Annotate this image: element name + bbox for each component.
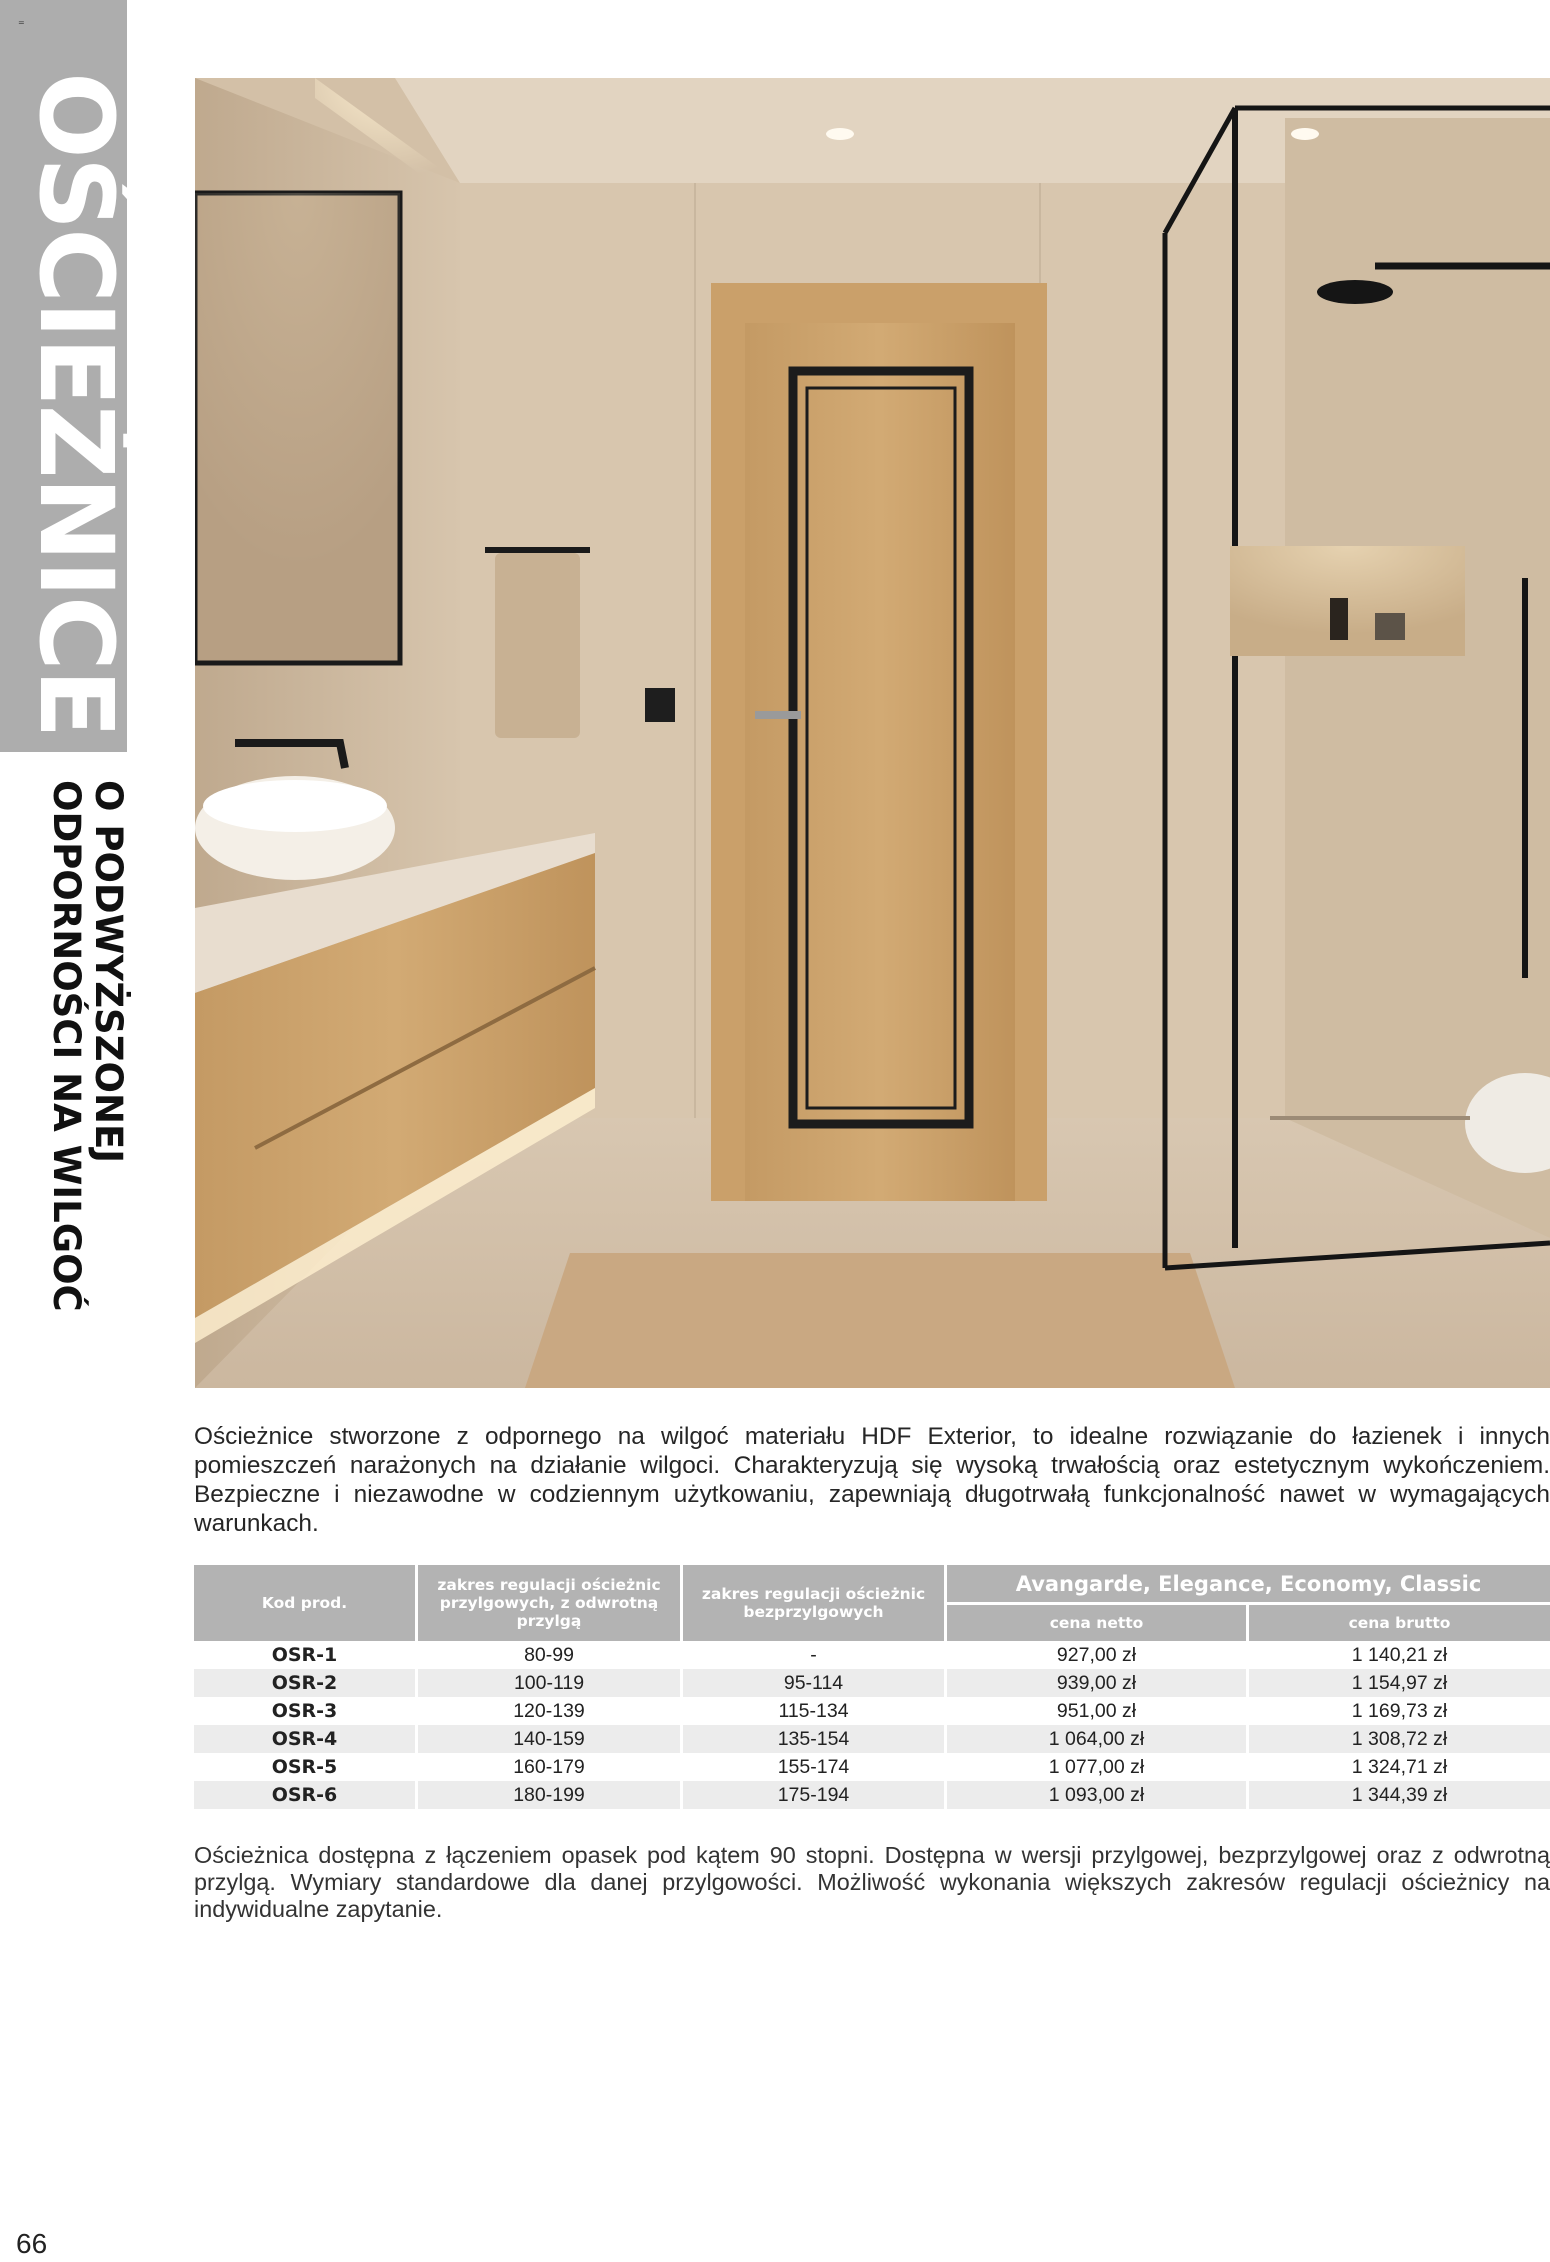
cell-code: OSR-3 <box>194 1697 418 1725</box>
cell-net-price: 1 093,00 zł <box>947 1781 1249 1809</box>
header-range-flush: zakres regulacji ościeżnic bezprzylgowych <box>683 1565 947 1641</box>
cell-gross-price: 1 308,72 zł <box>1249 1725 1550 1753</box>
cell-gross-price: 1 169,73 zł <box>1249 1697 1550 1725</box>
cell-range-rebated: 100-119 <box>418 1669 683 1697</box>
header-net-price: cena netto <box>947 1605 1249 1641</box>
cell-code: OSR-6 <box>194 1781 418 1809</box>
cell-range-flush: 115-134 <box>683 1697 947 1725</box>
section-subtitle-line1: O PODWYŻSZONEJ <box>87 780 130 1163</box>
availability-note: Ościeżnica dostępna z łączeniem opasek pod kątem 90 stopni. Dostępna w wersji przylgowej, bezprzylgowej oraz z odwrotną przylgą. Wymiary standardowe dla danej przylgowości. Możliwość wykonania większych zakresów regulacji ościeżnicy na indywidualne zapytanie. <box>194 1842 1550 1922</box>
table-row <box>194 1725 1550 1753</box>
page-number: 66 <box>16 2228 48 2259</box>
cell-range-rebated: 120-139 <box>418 1697 683 1725</box>
table-row <box>194 1641 1550 1669</box>
bathroom-illustration <box>195 78 1550 1388</box>
table-row <box>194 1697 1550 1725</box>
cell-gross-price: 1 140,21 zł <box>1249 1641 1550 1669</box>
intro-text: Ościeżnice stworzone z odpornego na wilgoć materiału HDF Exterior, to idealne rozwiązanie do łazienek i innych pomieszczeń narażonych na działanie wilgoci. Charakteryzują się wysoką trwałością oraz estetycznym wykończeniem. Bezpieczne i niezawodne w codziennym użytkowaniu, zapewniają długotrwałą funkcjonalność nawet w wymagających warunkach. <box>194 1423 1550 1537</box>
cell-range-rebated: 80-99 <box>418 1641 683 1669</box>
cell-net-price: 951,00 zł <box>947 1697 1249 1725</box>
header-gross-price: cena brutto <box>1249 1605 1550 1641</box>
cell-range-flush: 175-194 <box>683 1781 947 1809</box>
cell-range-flush: 135-154 <box>683 1725 947 1753</box>
cell-gross-price: 1 154,97 zł <box>1249 1669 1550 1697</box>
cell-net-price: 939,00 zł <box>947 1669 1249 1697</box>
cell-code: OSR-1 <box>194 1641 418 1669</box>
cell-net-price: 1 064,00 zł <box>947 1725 1249 1753</box>
table-row <box>194 1753 1550 1781</box>
header-series: Avangarde, Elegance, Economy, Classic <box>947 1565 1550 1605</box>
section-subtitle-line2: ODPORNOŚCI NA WILGOĆ <box>45 780 88 1312</box>
cell-range-rebated: 160-179 <box>418 1753 683 1781</box>
cell-gross-price: 1 324,71 zł <box>1249 1753 1550 1781</box>
cell-code: OSR-5 <box>194 1753 418 1781</box>
cell-range-rebated: 140-159 <box>418 1725 683 1753</box>
cell-net-price: 927,00 zł <box>947 1641 1249 1669</box>
cell-range-rebated: 180-199 <box>418 1781 683 1809</box>
bathroom-photo <box>195 78 1550 1388</box>
cell-code: OSR-4 <box>194 1725 418 1753</box>
price-table <box>194 1565 1550 1809</box>
cell-net-price: 1 077,00 zł <box>947 1753 1249 1781</box>
header-code: Kod prod. <box>194 1565 418 1641</box>
cell-gross-price: 1 344,39 zł <box>1249 1781 1550 1809</box>
cell-code: OSR-2 <box>194 1669 418 1697</box>
corner-mark: = <box>18 18 25 27</box>
table-row <box>194 1781 1550 1809</box>
table-row <box>194 1669 1550 1697</box>
cell-range-flush: - <box>683 1641 947 1669</box>
intro-paragraph <box>194 1422 1550 1538</box>
section-title: OŚCIEŻNICE <box>16 72 135 737</box>
cell-range-flush: 155-174 <box>683 1753 947 1781</box>
header-range-rebated: zakres regulacji ościeżnic przylgowych, z odwrotną przylgą <box>418 1565 683 1641</box>
cell-range-flush: 95-114 <box>683 1669 947 1697</box>
